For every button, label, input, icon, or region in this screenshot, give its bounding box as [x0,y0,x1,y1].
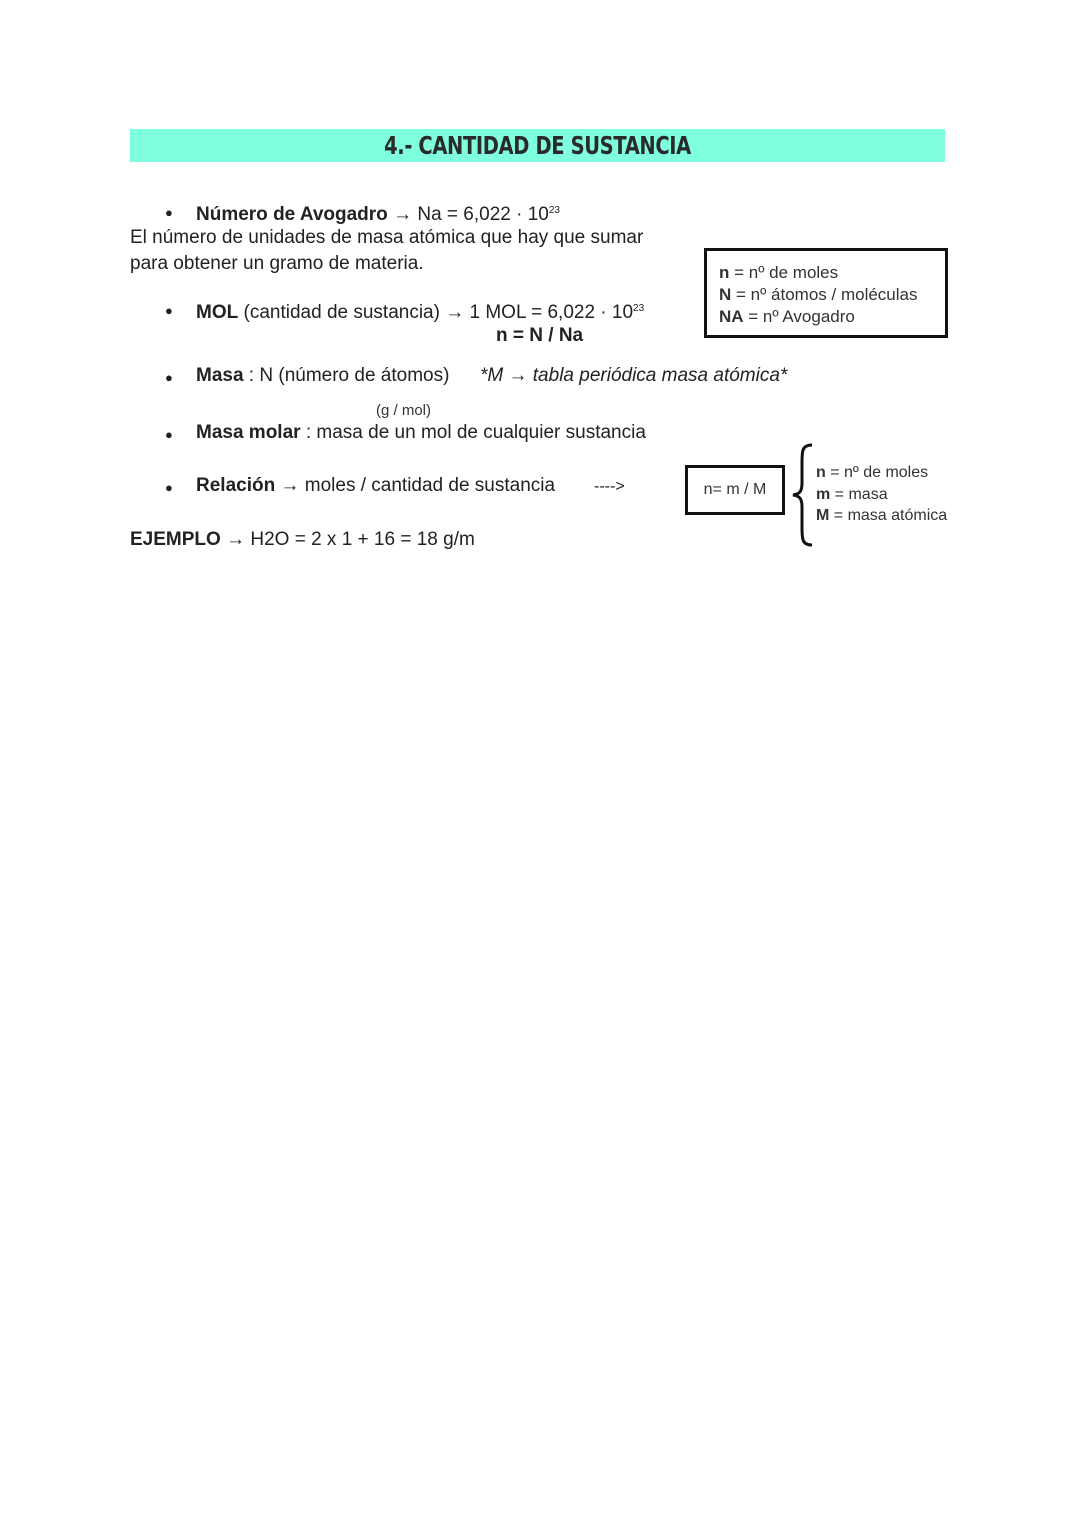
bullet-marker: ● [165,480,173,495]
avogadro-formula: Na = 6,022 · 10 [417,204,549,225]
definition-n [719,263,838,283]
mol-exponent: 23 [633,303,645,314]
definition-N [719,285,918,305]
masa-text: : N (número de átomos) [243,365,450,386]
legend-n-text: = nº de moles [825,464,929,481]
masa-units: (g / mol) [376,402,432,419]
masa-molar-label: Masa molar [196,422,301,443]
definition-n-text: = nº de moles [729,263,839,282]
avogadro-label: Número de Avogadro [196,204,388,225]
mol-label: MOL [196,302,239,323]
legend-n-var: n [816,464,826,481]
mol-line [196,296,644,326]
mol-text: (cantidad de sustancia) → 1 MOL = 6,022 · 10 [238,302,634,323]
relacion-label: Relación [196,475,276,496]
avogadro-description-line2: para obtener un gramo de materia. [130,253,424,274]
example-text: → H2O = 2 x 1 + 16 = 18 g/m [220,529,475,550]
section-title: 4.- CANTIDAD DE SUSTANCIA [384,131,691,160]
definition-n-var: n [719,263,730,282]
masa-molar-text: : masa de un mol de cualquier sustancia [300,422,646,443]
mol-formula: n = N / Na [496,325,584,346]
legend-M-text: = masa atómica [829,507,948,524]
legend-m-text: = masa [830,486,888,503]
definition-NA [719,307,855,327]
avogadro-arrow: → [393,204,413,225]
legend-m [816,486,888,504]
masa-note: *M → tabla periódica masa atómica* [480,365,788,386]
legend-M [816,507,947,525]
definition-NA-text: = nº Avogadro [743,307,855,326]
curly-brace-icon [790,443,816,547]
legend-M-var: M [816,507,830,524]
legend-m-var: m [816,486,831,503]
avogadro-exponent: 23 [548,205,560,216]
avogadro-description-line1: El número de unidades de masa atómica que hay que sumar [130,227,644,248]
legend-n [816,464,928,482]
avogadro-line [196,198,560,228]
example-label: EJEMPLO [130,529,221,550]
bullet-marker: ● [165,303,173,318]
masa-molar-line [196,420,646,446]
relacion-text: → moles / cantidad de sustancia [275,475,556,496]
relation-formula: n= m / M [703,481,767,498]
relacion-arrow: ----> [594,478,625,495]
definition-N-var: N [719,285,732,304]
relation-formula-box [685,465,785,515]
bullet-marker: ● [165,370,173,385]
relacion-line [196,473,555,499]
bullet-marker: ● [165,427,173,442]
definition-N-text: = nº átomos / moléculas [731,285,918,304]
definitions-box [704,248,948,338]
masa-line [196,363,449,389]
masa-label: Masa [196,365,244,386]
definition-NA-var: NA [719,307,744,326]
section-title-bar [130,129,945,162]
example-line [130,527,475,553]
bullet-marker: ● [165,205,173,220]
